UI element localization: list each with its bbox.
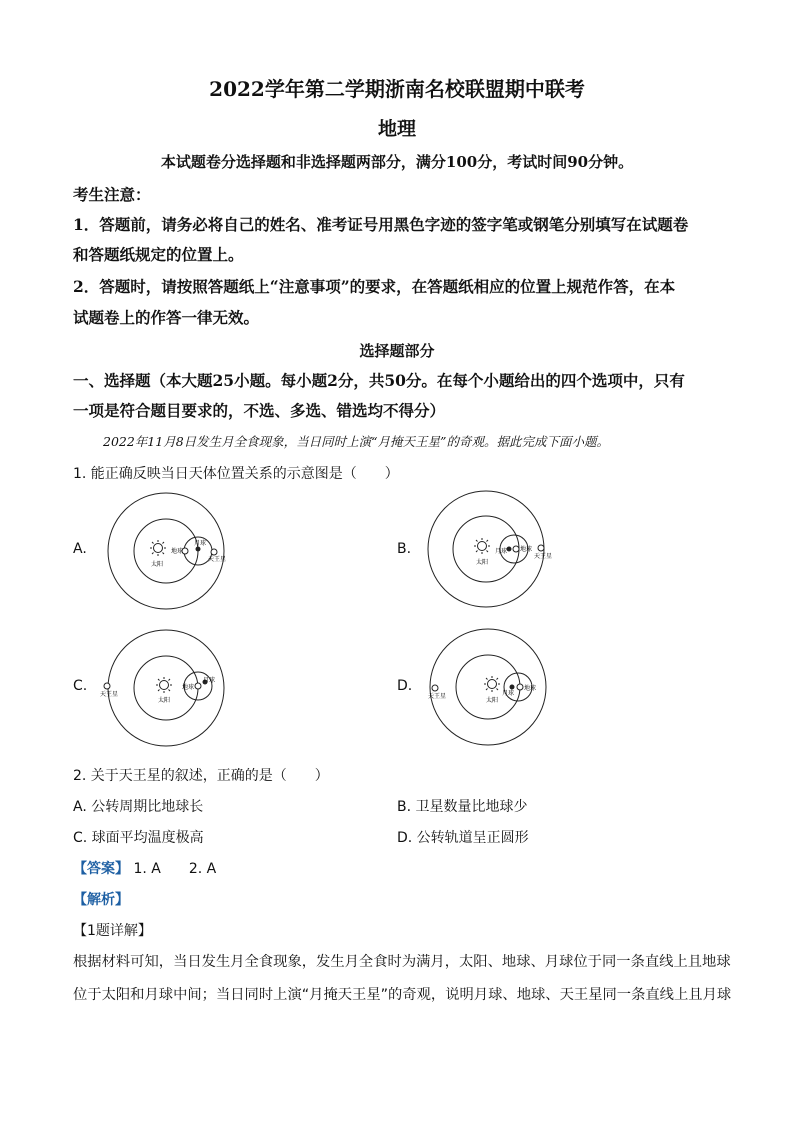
sun-icon xyxy=(474,538,490,554)
option-a-letter: A. xyxy=(73,541,87,557)
notice-heading: 考生注意： xyxy=(73,185,151,204)
uranus-icon xyxy=(432,685,438,691)
uranus-label: 天王星 xyxy=(534,553,553,560)
notice-item-1-line-2: 和答题纸规定的位置上。 xyxy=(73,245,244,264)
material-text: 2022年11月8日发生月全食现象，当日同时上演“月掩天王星”的奇观。据此完成下面小题。 xyxy=(103,434,609,449)
uranus-label: 天王星 xyxy=(100,691,119,698)
option-c-diagram xyxy=(98,626,248,751)
section-title: 选择题部分 xyxy=(359,342,435,360)
answer-line xyxy=(73,858,216,878)
option-d-letter: D. xyxy=(397,678,413,694)
notice-item-2-line-2: 试题卷上的作答一律无效。 xyxy=(73,308,260,327)
earth-icon xyxy=(517,684,523,690)
sun-icon xyxy=(150,540,166,556)
question-2-option-d: D. 公转轨道呈正圆形 xyxy=(397,830,529,846)
exam-title: 2022学年第二学期浙南名校联盟期中联考 xyxy=(209,77,585,101)
question-2-option-a: A. 公转周期比地球长 xyxy=(73,799,204,815)
subject-title: 地理 xyxy=(377,118,416,140)
sun-icon xyxy=(484,676,500,692)
option-c-letter: C. xyxy=(73,678,88,694)
section-instruction-line-1: 一、选择题（本大题25小题。每小题2分，共50分。在每个小题给出的四个选项中，只有 xyxy=(73,371,685,390)
question-2-stem: 2. 关于天王星的叙述，正确的是（ ） xyxy=(73,768,329,784)
moon-label: 月球 xyxy=(502,690,515,697)
sun-label: 太阳 xyxy=(151,561,164,568)
sun-label: 太阳 xyxy=(476,559,489,566)
moon-label: 月球 xyxy=(203,677,216,684)
sun-label: 太阳 xyxy=(486,697,499,704)
section-instruction-line-2: 一项是符合题目要求的，不选、多选、错选均不得分） xyxy=(73,401,446,420)
question-2-option-c: C. 球面平均温度极高 xyxy=(73,830,204,846)
moon-icon xyxy=(507,547,512,552)
uranus-icon xyxy=(211,549,217,555)
earth-icon xyxy=(513,546,519,552)
earth-icon xyxy=(195,683,201,689)
earth-label: 地球 xyxy=(520,546,533,553)
uranus-icon xyxy=(538,545,544,551)
earth-label: 地球 xyxy=(524,685,537,692)
question-1-stem: 1. 能正确反映当日天体位置关系的示意图是（ ） xyxy=(73,466,399,482)
uranus-icon xyxy=(104,683,110,689)
analysis-tag: 【解析】 xyxy=(73,892,129,908)
moon-icon xyxy=(196,547,201,552)
option-d-diagram xyxy=(420,624,570,749)
analysis-detail-tag: 【1题详解】 xyxy=(73,923,152,939)
sun-icon xyxy=(156,677,172,693)
option-b-letter: B. xyxy=(397,541,412,557)
exam-intro: 本试题卷分选择题和非选择题两部分，满分100分，考试时间90分钟。 xyxy=(160,153,634,171)
moon-icon xyxy=(510,685,515,690)
sun-label: 太阳 xyxy=(158,697,171,704)
earth-label: 地球 xyxy=(182,684,195,691)
answer-text: 1. A 2. A xyxy=(133,861,217,877)
uranus-label: 天王星 xyxy=(208,556,227,563)
uranus-label: 天王星 xyxy=(428,693,447,700)
earth-label: 地球 xyxy=(171,548,184,555)
option-a-diagram xyxy=(98,490,248,615)
notice-item-2-line-1: 2．答题时，请按照答题纸上“注意事项”的要求，在答题纸相应的位置上规范作答，在本 xyxy=(73,277,676,296)
analysis-line-1: 根据材料可知，当日发生月全食现象，发生月全食时为满月，太阳、地球、月球位于同一条直线上且地球 xyxy=(73,954,731,970)
moon-label: 月球 xyxy=(194,540,207,547)
question-2-option-b: B. 卫星数量比地球少 xyxy=(397,799,528,815)
answer-tag: 【答案】 xyxy=(73,861,129,877)
notice-item-1-line-1: 1．答题前，请务必将自己的姓名、准考证号用黑色字迹的签字笔或钢笔分别填写在试题卷 xyxy=(73,215,689,234)
analysis-line-2: 位于太阳和月球中间；当日同时上演“月掩天王星”的奇观，说明月球、地球、天王星同一条直线上且月球 xyxy=(73,987,732,1003)
moon-label: 月球 xyxy=(495,548,508,555)
option-b-diagram xyxy=(420,486,570,611)
